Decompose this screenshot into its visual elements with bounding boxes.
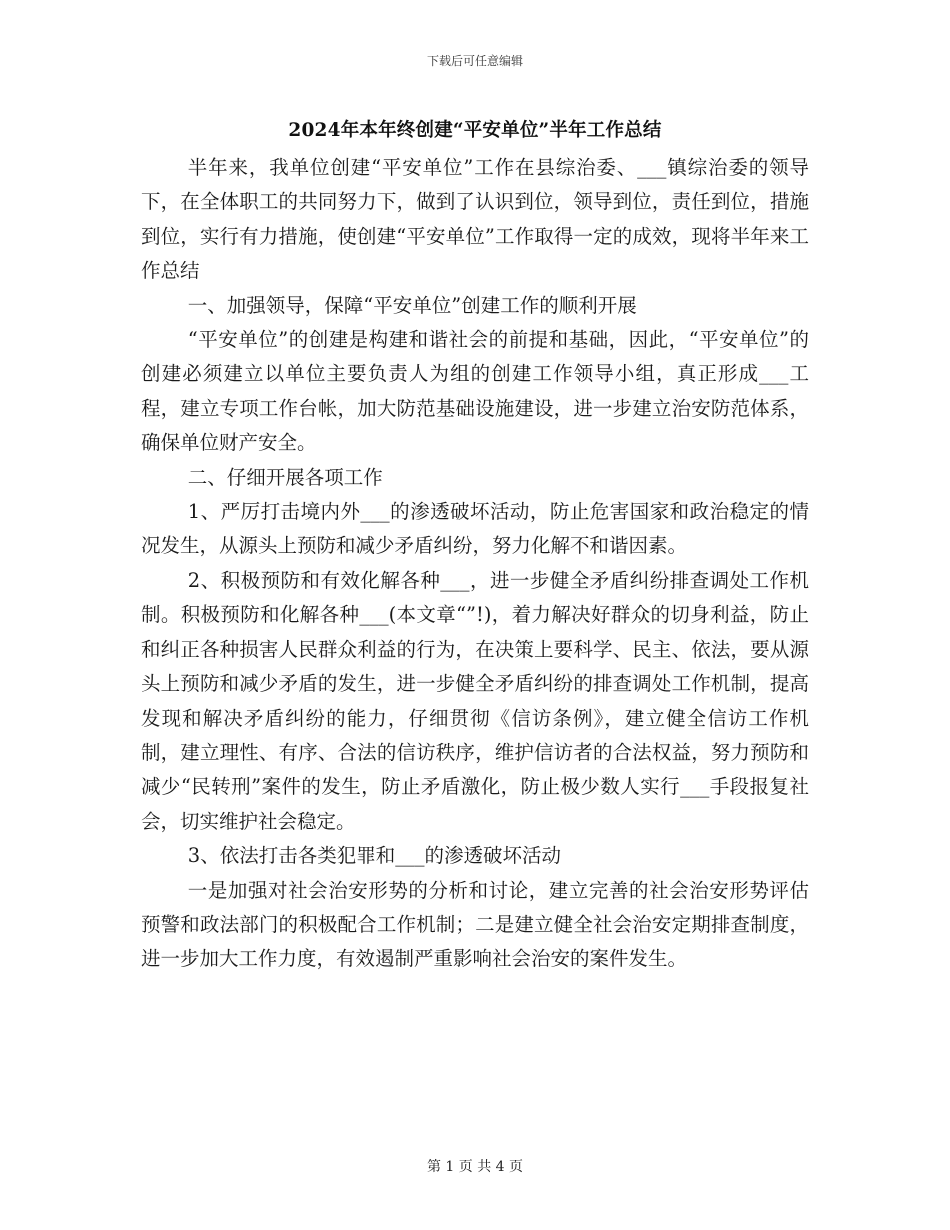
paragraph-item-3-detail: 一是加强对社会治安形势的分析和讨论，建立完善的社会治安形势评估预警和政法部门的积极配合工作机制；二是建立健全社会治安定期排查制度，进一步加大工作力度，有效遏制严重影响社会治安的案件发生。 [141, 878, 809, 971]
document-body [141, 151, 809, 977]
paragraph-item-3-heading: 3、依法打击各类犯罪和___的渗透破坏活动 [187, 844, 561, 868]
paragraph-intro: 半年来，我单位创建“平安单位”工作在县综治委、___镇综治委的领导下，在全体职工的共同努力下，做到了认识到位，领导到位，责任到位，措施到位，实行有力措施，使创建“平安单位”工作取得一定的成效，现将半年来工作总结 [141, 156, 809, 283]
section-heading-1: 一、加强领导，保障“平安单位”创建工作的顺利开展 [187, 293, 637, 317]
page-header: 下载后可任意编辑 [426, 54, 523, 68]
paragraph-item-1: 1、严厉打击境内外___的渗透破坏活动，防止危害国家和政治稳定的情况发生，从源头上预防和减少矛盾纠纷，努力化解不和谐因素。 [141, 500, 809, 558]
section-heading-2: 二、仔细开展各项工作 [187, 465, 383, 489]
paragraph-item-2: 2、积极预防和有效化解各种___，进一步健全矛盾纠纷排查调处工作机制。积极预防和化解各种___(本文章“”!)，着力解决好群众的切身利益，防止和纠正各种损害人民群众利益的行为，在决策上要科学、民主、依法，要从源头上预防和减少矛盾的发生，进一步健全矛盾纠纷的排查调处工作机制，提高发现和解决矛盾纠纷的能力，仔细贯彻《信访条例》，建立健全信访工作机制，建立理性、有序、合法的信访秩序，维护信访者的合法权益，努力预防和减少“民转刑”案件的发生，防止矛盾激化，防止极少数人实行___手段报复社会，切实维护社会稳定。 [141, 568, 809, 833]
page-number-footer: 第 1 页 共 4 页 [426, 1159, 524, 1175]
paragraph-section-1: “平安单位”的创建是构建和谐社会的前提和基础，因此，“平安单位”的创建必须建立以单位主要负责人为组的创建工作领导小组，真正形成___工程，建立专项工作台帐，加大防范基础设施建设，进一步建立治安防范体系，确保单位财产安全。 [141, 328, 809, 455]
document-title: 2024年本年终创建“平安单位”半年工作总结 [288, 120, 662, 141]
